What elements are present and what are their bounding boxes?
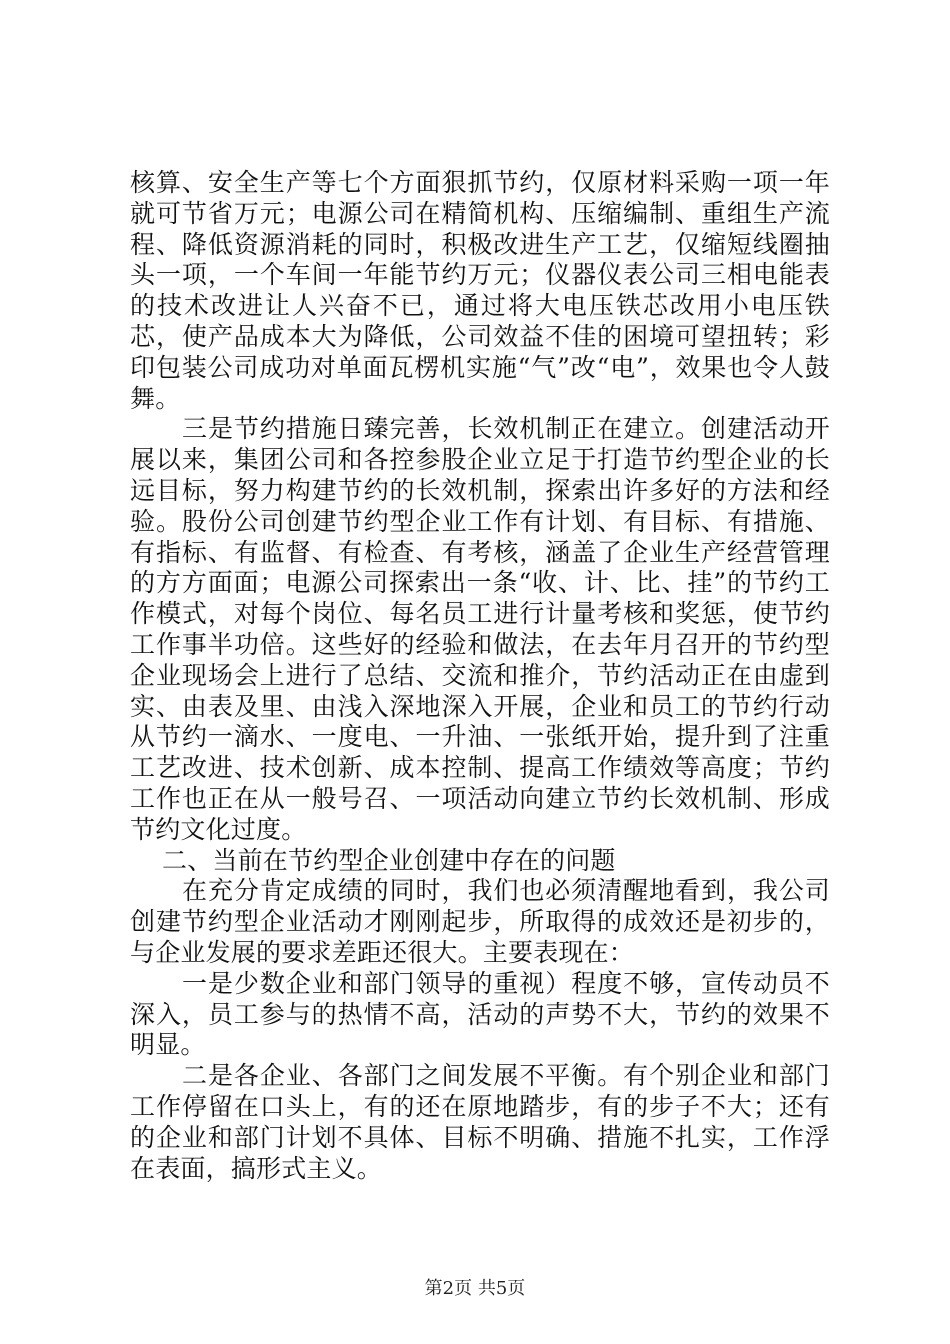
paragraph-problem-one: 一是少数企业和部门领导的重视）程度不够，宣传动员不深入，员工参与的热情不高，活动的声势不大，节约的效果不明显。 xyxy=(130,968,830,1060)
paragraph-point-three: 三是节约措施日臻完善，长效机制正在建立。创建活动开展以来，集团公司和各控参股企业立足于打造节约型企业的长远目标，努力构建节约的长效机制，探索出许多好的方法和经验。股份公司创建节约型企业工作有计划、有目标、有措施、有指标、有监督、有检查、有考核，涵盖了企业生产经营管理的方方面面；电源公司探索出一条“收、计、比、挂”的节约工作模式，对每个岗位、每名员工进行计量考核和奖惩，使节约工作事半功倍。这些好的经验和做法，在去年月召开的节约型企业现场会上进行了总结、交流和推介，节约活动正在由虚到实、由表及里、由浅入深地深入开展，企业和员工的节约行动从节约一滴水、一度电、一升油、一张纸开始，提升到了注重工艺改进、技术创新、成本控制、提高工作绩效等高度；节约工作也正在从一般号召、一项活动向建立节约长效机制、形成节约文化过度。 xyxy=(130,414,830,844)
paragraph-intro-problems: 在充分肯定成绩的同时，我们也必须清醒地看到，我公司创建节约型企业活动才刚刚起步，所取得的成效还是初步的，与企业发展的要求差距还很大。主要表现在： xyxy=(130,876,830,967)
page-footer: 第2页 共5页 xyxy=(424,1278,526,1299)
paragraph-problem-two: 二是各企业、各部门之间发展不平衡。有个别企业和部门工作停留在口头上，有的还在原地踏步，有的步子不大；还有的企业和部门计划不具体、目标不明确、措施不扎实，工作浮在表面，搞形式主义。 xyxy=(130,1061,830,1183)
paragraph-continuation: 核算、安全生产等七个方面狠抓节约，仅原材料采购一项一年就可节省万元；电源公司在精简机构、压缩编制、重组生产流程、降低资源消耗的同时，积极改进生产工艺，仅缩短线圈抽头一项，一个车间一年能节约万元；仪器仪表公司三相电能表的技术改进让人兴奋不已，通过将大电压铁芯改用小电压铁芯，使产品成本大为降低，公司效益不佳的困境可望扭转；彩印包装公司成功对单面瓦楞机实施“气”改“电”，效果也令人鼓舞。 xyxy=(130,168,830,413)
section-heading: 二、当前在节约型企业创建中存在的问题 xyxy=(162,845,616,875)
document-body xyxy=(130,168,830,1184)
